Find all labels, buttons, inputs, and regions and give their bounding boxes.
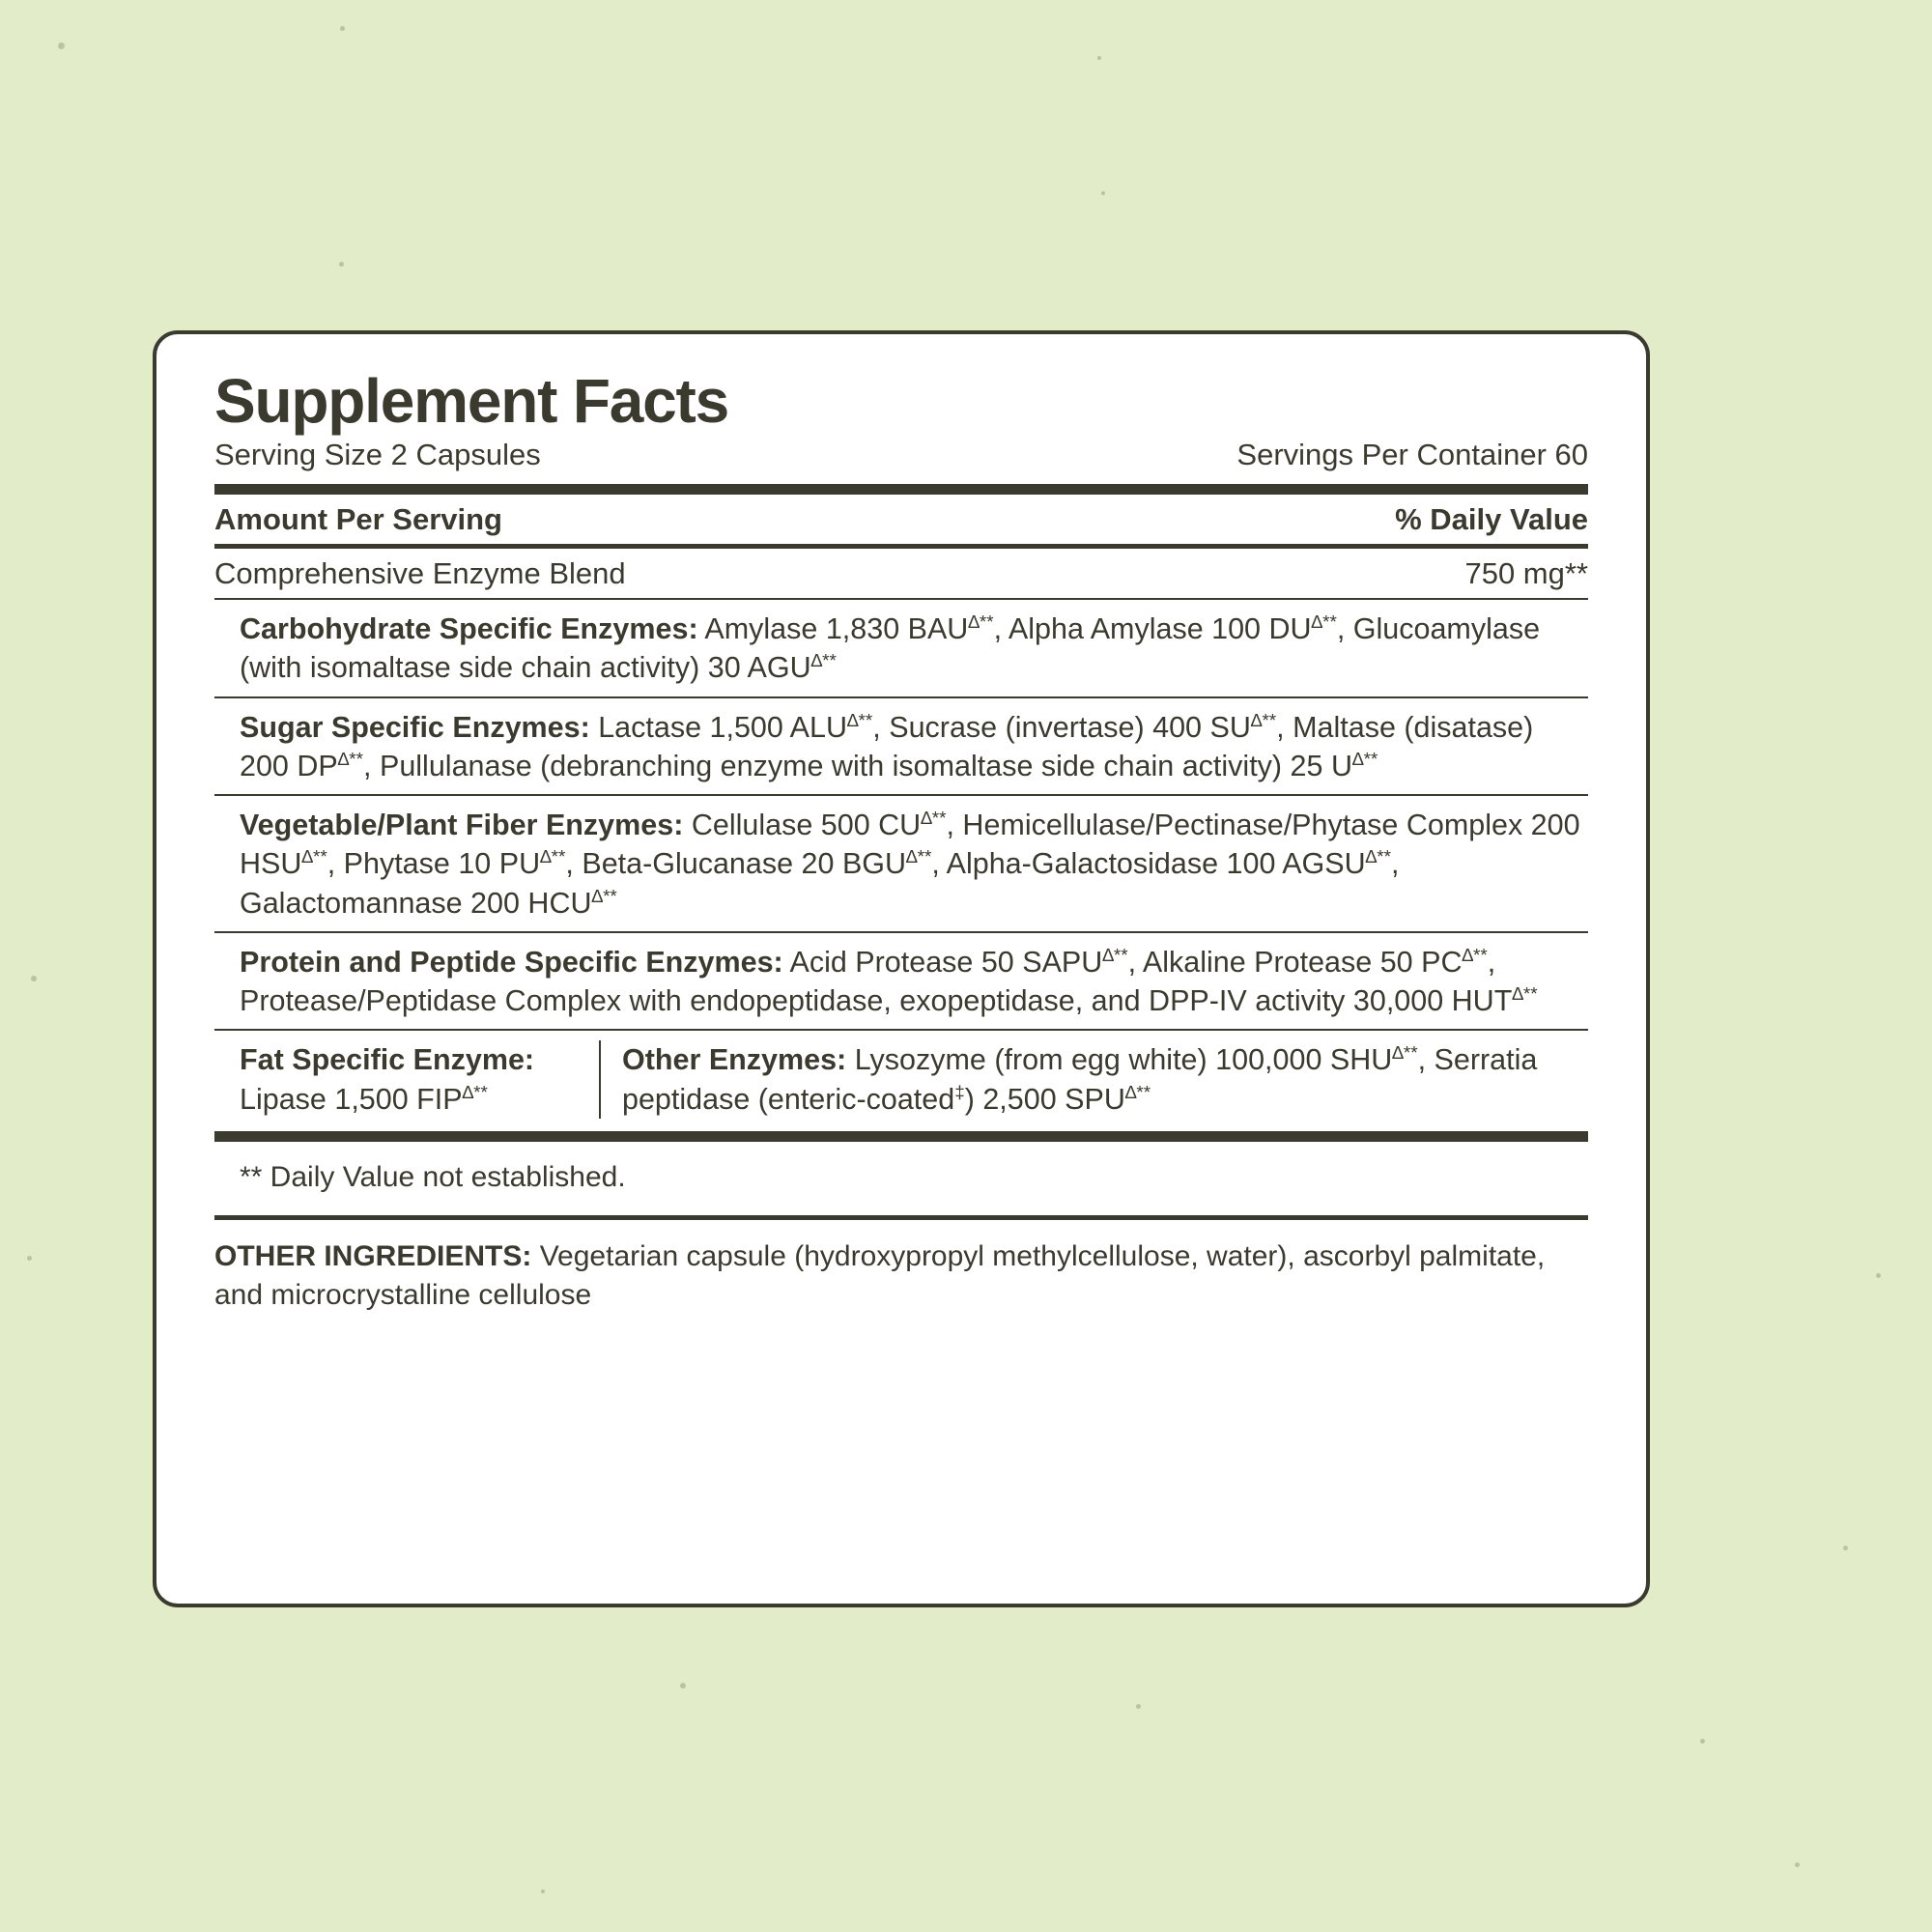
amount-per-serving-row <box>214 495 1588 544</box>
blend-row <box>214 549 1588 598</box>
serving-size: Serving Size 2 Capsules <box>214 437 541 471</box>
nutrient-row <box>214 796 1588 931</box>
nutrient-row <box>214 698 1588 795</box>
serving-info-row <box>214 437 1588 480</box>
other-ingredients <box>214 1220 1588 1315</box>
nutrient-heading: Vegetable/Plant Fiber Enzymes: <box>240 809 684 842</box>
divider-thick-top <box>214 484 1588 495</box>
divider-thick-bottom <box>214 1131 1588 1142</box>
daily-value-footnote: ** Daily Value not established. <box>240 1160 626 1193</box>
other-enzymes-cell <box>601 1040 1588 1119</box>
two-column-nutrient-row <box>214 1031 1588 1127</box>
supplement-facts-panel <box>153 330 1650 1607</box>
nutrient-body: Cellulase 500 CU∆**, Hemicellulase/Pectinase/Phytase Complex 200 HSU∆**, Phytase 10 PU∆**, Beta-Glucanase 20 BGU∆**, Alpha-Galactosidase 100 AGSU∆**, Galactomannase 200 HCU∆** <box>240 808 1580 920</box>
other-enzymes-heading: Other Enzymes: <box>622 1043 847 1077</box>
fat-enzyme-body: Lipase 1,500 FIP∆** <box>240 1082 488 1116</box>
other-ingredients-body: Vegetarian capsule (hydroxypropyl methylcellulose, water), ascorbyl palmitate, and microcrystalline cellulose <box>214 1239 1546 1311</box>
blend-amount: 750 mg** <box>1464 556 1588 591</box>
nutrient-body: Amylase 1,830 BAU∆**, Alpha Amylase 100 DU∆**, Glucoamylase (with isomaltase side chain activity) 30 AGU∆** <box>240 611 1541 685</box>
amount-per-serving-label: Amount Per Serving <box>214 502 502 537</box>
fat-specific-enzyme-cell <box>214 1040 601 1119</box>
nutrient-row <box>214 933 1588 1030</box>
divider-thin-split <box>214 1029 1588 1031</box>
servings-per-container: Servings Per Container 60 <box>1236 437 1588 471</box>
blend-name: Comprehensive Enzyme Blend <box>214 556 626 591</box>
nutrient-body: Acid Protease 50 SAPU∆**, Alkaline Protease 50 PC∆**, Protease/Peptidase Complex with endopeptidase, exopeptidase, and DPP-IV activity 30,000 HUT∆** <box>240 945 1538 1018</box>
nutrient-heading: Protein and Peptide Specific Enzymes: <box>240 945 783 979</box>
nutrient-heading: Carbohydrate Specific Enzymes: <box>240 612 698 646</box>
other-enzymes-body: Lysozyme (from egg white) 100,000 SHU∆**, Serratia peptidase (enteric-coated‡) 2,500 SPU∆** <box>622 1043 1538 1116</box>
fat-enzyme-heading: Fat Specific Enzyme: <box>240 1043 535 1077</box>
other-ingredients-heading: OTHER INGREDIENTS: <box>214 1239 532 1272</box>
nutrient-row <box>214 600 1588 696</box>
page-title: Supplement Facts <box>214 366 729 436</box>
nutrient-heading: Sugar Specific Enzymes: <box>240 710 590 744</box>
daily-value-label: % Daily Value <box>1395 502 1588 537</box>
nutrient-body: Lactase 1,500 ALU∆**, Sucrase (invertase) 400 SU∆**, Maltase (disatase) 200 DP∆**, Pullulanase (debranching enzyme with isomaltase side chain activity) 25 U∆** <box>240 710 1534 782</box>
